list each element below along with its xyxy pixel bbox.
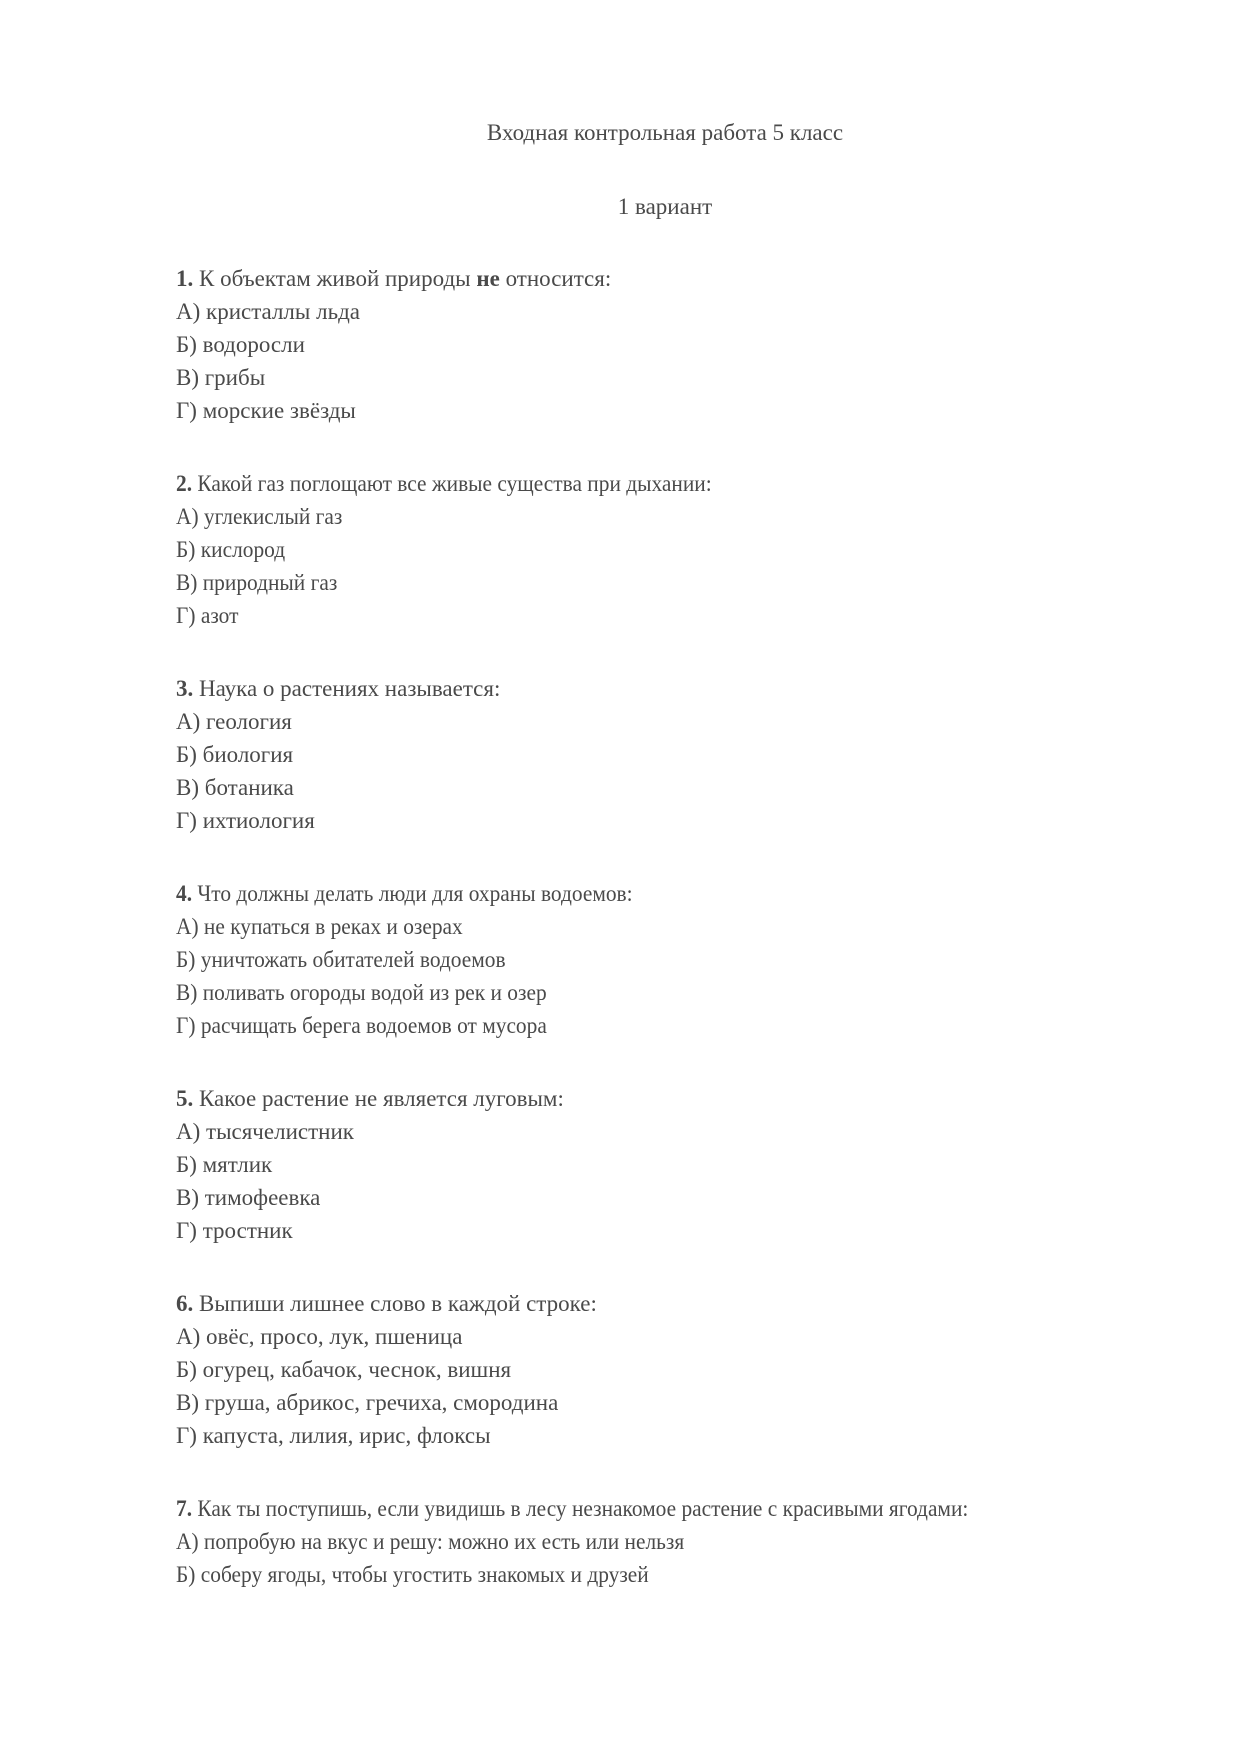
answer-option-text: Б) уничтожать обитателей водоемов xyxy=(176,947,506,972)
answer-option: Б) водоросли xyxy=(176,332,305,357)
answer-option xyxy=(176,1558,1176,1591)
answer-option-text: А) не купаться в реках и озерах xyxy=(176,914,463,939)
question-4 xyxy=(176,877,1176,1042)
answer-option xyxy=(176,500,1176,533)
question-5 xyxy=(176,1082,1176,1247)
question-text-part: К объектам живой природы xyxy=(193,266,477,291)
answer-option: Г) ихтиология xyxy=(176,808,315,833)
document-title: Входная контрольная работа 5 класс xyxy=(486,120,844,145)
answer-option xyxy=(176,910,1176,943)
question-text-part: Выпиши лишнее слово в каждой строке: xyxy=(193,1291,597,1316)
question-text xyxy=(176,262,1176,295)
answer-option-text: А) углекислый газ xyxy=(176,504,343,529)
answer-option-text: Б) соберу ягоды, чтобы угостить знакомых и друзей xyxy=(176,1562,649,1587)
answer-option: В) груша, абрикос, гречиха, смородина xyxy=(176,1390,559,1415)
answer-option: А) тысячелистник xyxy=(176,1119,354,1144)
question-text-part: Какое растение не является луговым: xyxy=(193,1086,564,1111)
answer-option: В) тимофеевка xyxy=(176,1185,321,1210)
question-number: 2. xyxy=(176,471,193,496)
answer-option: А) овёс, просо, лук, пшеница xyxy=(176,1324,463,1349)
question-1 xyxy=(176,262,1176,427)
answer-option: Б) мятлик xyxy=(176,1152,273,1177)
answer-option xyxy=(176,599,1176,632)
answer-option: В) грибы xyxy=(176,365,266,390)
question-text-part: Наука о растениях называется: xyxy=(193,676,501,701)
answer-option: А) геология xyxy=(176,709,292,734)
answer-option xyxy=(176,1525,1176,1558)
answer-option-text: Г) расчищать берега водоемов от мусора xyxy=(176,1013,547,1038)
question-number: 1. xyxy=(176,266,194,291)
answer-option: Г) капуста, лилия, ирис, флоксы xyxy=(176,1423,491,1448)
question-text xyxy=(176,1492,968,1525)
answer-option: Г) тростник xyxy=(176,1218,293,1243)
answer-option xyxy=(176,566,1176,599)
answer-option: Б) огурец, кабачок, чеснок, вишня xyxy=(176,1357,512,1382)
variant-label: 1 вариант xyxy=(617,194,713,219)
answer-option-text: В) поливать огороды водой из рек и озер xyxy=(176,980,547,1005)
question-number: 5. xyxy=(176,1086,194,1111)
question-3 xyxy=(176,672,1176,837)
question-text-part: Что должны делать люди для охраны водоемов: xyxy=(192,881,633,906)
question-text-part: Какой газ поглощают все живые существа при дыхании: xyxy=(192,471,712,496)
answer-option-text: Б) кислород xyxy=(176,537,286,562)
answer-option-text: А) попробую на вкус и решу: можно их есть или нельзя xyxy=(176,1529,685,1554)
question-number: 4. xyxy=(176,881,193,906)
answer-option xyxy=(176,976,1176,1009)
answer-option-text: Г) азот xyxy=(176,603,239,628)
answer-option-text: В) природный газ xyxy=(176,570,338,595)
answer-option: Б) биология xyxy=(176,742,294,767)
question-text xyxy=(176,467,712,500)
question-text-part: относится: xyxy=(499,266,612,291)
question-text xyxy=(176,877,633,910)
answer-option xyxy=(176,533,1176,566)
answer-option: А) кристаллы льда xyxy=(176,299,360,324)
answer-option xyxy=(176,943,1176,976)
questions-list xyxy=(176,262,1176,1631)
question-number: 7. xyxy=(176,1496,193,1521)
question-2 xyxy=(176,467,1176,632)
question-text xyxy=(176,672,1176,705)
answer-option: В) ботаника xyxy=(176,775,294,800)
question-7 xyxy=(176,1492,1176,1591)
question-6 xyxy=(176,1287,1176,1452)
question-number: 3. xyxy=(176,676,194,701)
question-number: 6. xyxy=(176,1291,194,1316)
answer-option: Г) морские звёзды xyxy=(176,398,356,423)
answer-option xyxy=(176,1009,1176,1042)
question-emphasis: не xyxy=(476,266,500,291)
question-text xyxy=(176,1287,1176,1320)
question-text xyxy=(176,1082,1176,1115)
question-text-part: Как ты поступишь, если увидишь в лесу незнакомое растение с красивыми ягодами: xyxy=(192,1496,969,1521)
